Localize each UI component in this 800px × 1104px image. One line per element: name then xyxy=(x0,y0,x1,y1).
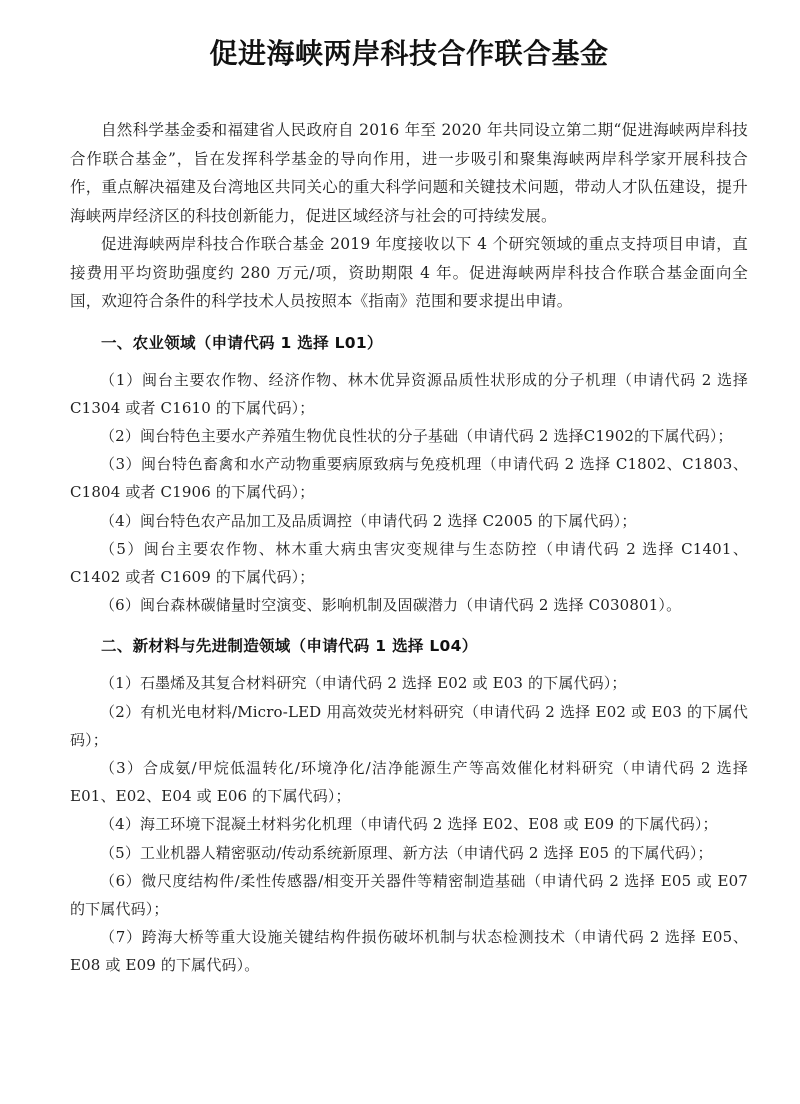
list-item: （3）闽台特色畜禽和水产动物重要病原致病与免疫机理（申请代码 2 选择 C1802、C1803、C1804 或者 C1906 的下属代码）； xyxy=(70,455,748,502)
document-title: 促进海峡两岸科技合作联合基金 xyxy=(209,37,609,70)
list-item: （4）海工环境下混凝土材料劣化机理（申请代码 2 选择 E02、E08 或 E09 的下属代码）； xyxy=(100,815,718,834)
section-new-materials-manufacturing xyxy=(70,631,748,979)
list-item: （1）闽台主要农作物、经济作物、林木优异资源品质性状形成的分子机理（申请代码 2 选择 C1304 或者 C1610 的下属代码）； xyxy=(70,370,748,417)
list-item: （2）闽台特色主要水产养殖生物优良性状的分子基础（申请代码 2 选择C1902的下属代码）； xyxy=(100,426,733,445)
list-item: （5）工业机器人精密驱动/传动系统新原理、新方法（申请代码 2 选择 E05 的下属代码）； xyxy=(100,843,713,862)
list-item: （4）闽台特色农产品加工及品质调控（申请代码 2 选择 C2005 的下属代码）； xyxy=(100,511,637,530)
list-item: （7）跨海大桥等重大设施关键结构件损伤破坏机制与状态检测技术（申请代码 2 选择 E05、E08 或 E09 的下属代码）。 xyxy=(70,928,748,975)
section-heading: 一、农业领域（申请代码 1 选择 L01） xyxy=(101,333,383,352)
section-heading: 二、新材料与先进制造领域（申请代码 1 选择 L04） xyxy=(101,637,478,656)
list-item: （6）闽台森林碳储量时空演变、影响机制及固碳潜力（申请代码 2 选择 C030801）。 xyxy=(100,596,682,615)
list-item: （6）微尺度结构件/柔性传感器/相变开关器件等精密制造基础（申请代码 2 选择 E05 或 E07 的下属代码）； xyxy=(70,871,748,918)
section-agriculture xyxy=(70,328,748,620)
list-item: （1）石墨烯及其复合材料研究（申请代码 2 选择 E02 或 E03 的下属代码）； xyxy=(100,674,627,693)
list-item: （2）有机光电材料/Micro-LED 用高效荧光材料研究（申请代码 2 选择 E02 或 E03 的下属代码）； xyxy=(70,702,748,749)
list-item: （5）闽台主要农作物、林木重大病虫害灾变规律与生态防控（申请代码 2 选择 C1401、C1402 或者 C1609 的下属代码）； xyxy=(70,539,748,586)
list-item: （3）合成氨/甲烷低温转化/环境净化/洁净能源生产等高效催化材料研究（申请代码 2 选择 E01、E02、E04 或 E06 的下属代码）； xyxy=(70,758,748,806)
intro-paragraph-1: 自然科学基金委和福建省人民政府自 2016 年至 2020 年共同设立第二期“促进海峡两岸科技合作联合基金”，旨在发挥科学基金的导向作用，进一步吸引和聚集海峡两岸科学家开展科技合作，重点解决福建及台湾地区共同关心的重大科学问题和关键技术问题，带动人才队伍建设，提升海峡两岸经济区的科技创新能力，促进区域经济与社会的可持续发展。 xyxy=(70,121,748,225)
intro-paragraph-2: 促进海峡两岸科技合作联合基金 2019 年度接收以下 4 个研究领域的重点支持项目申请，直接费用平均资助强度约 280 万元/项，资助期限 4 年。促进海峡两岸科技合作联合基金面向全国，欢迎符合条件的科学技术人员按照本《指南》范围和要求提出申请。 xyxy=(70,235,748,310)
